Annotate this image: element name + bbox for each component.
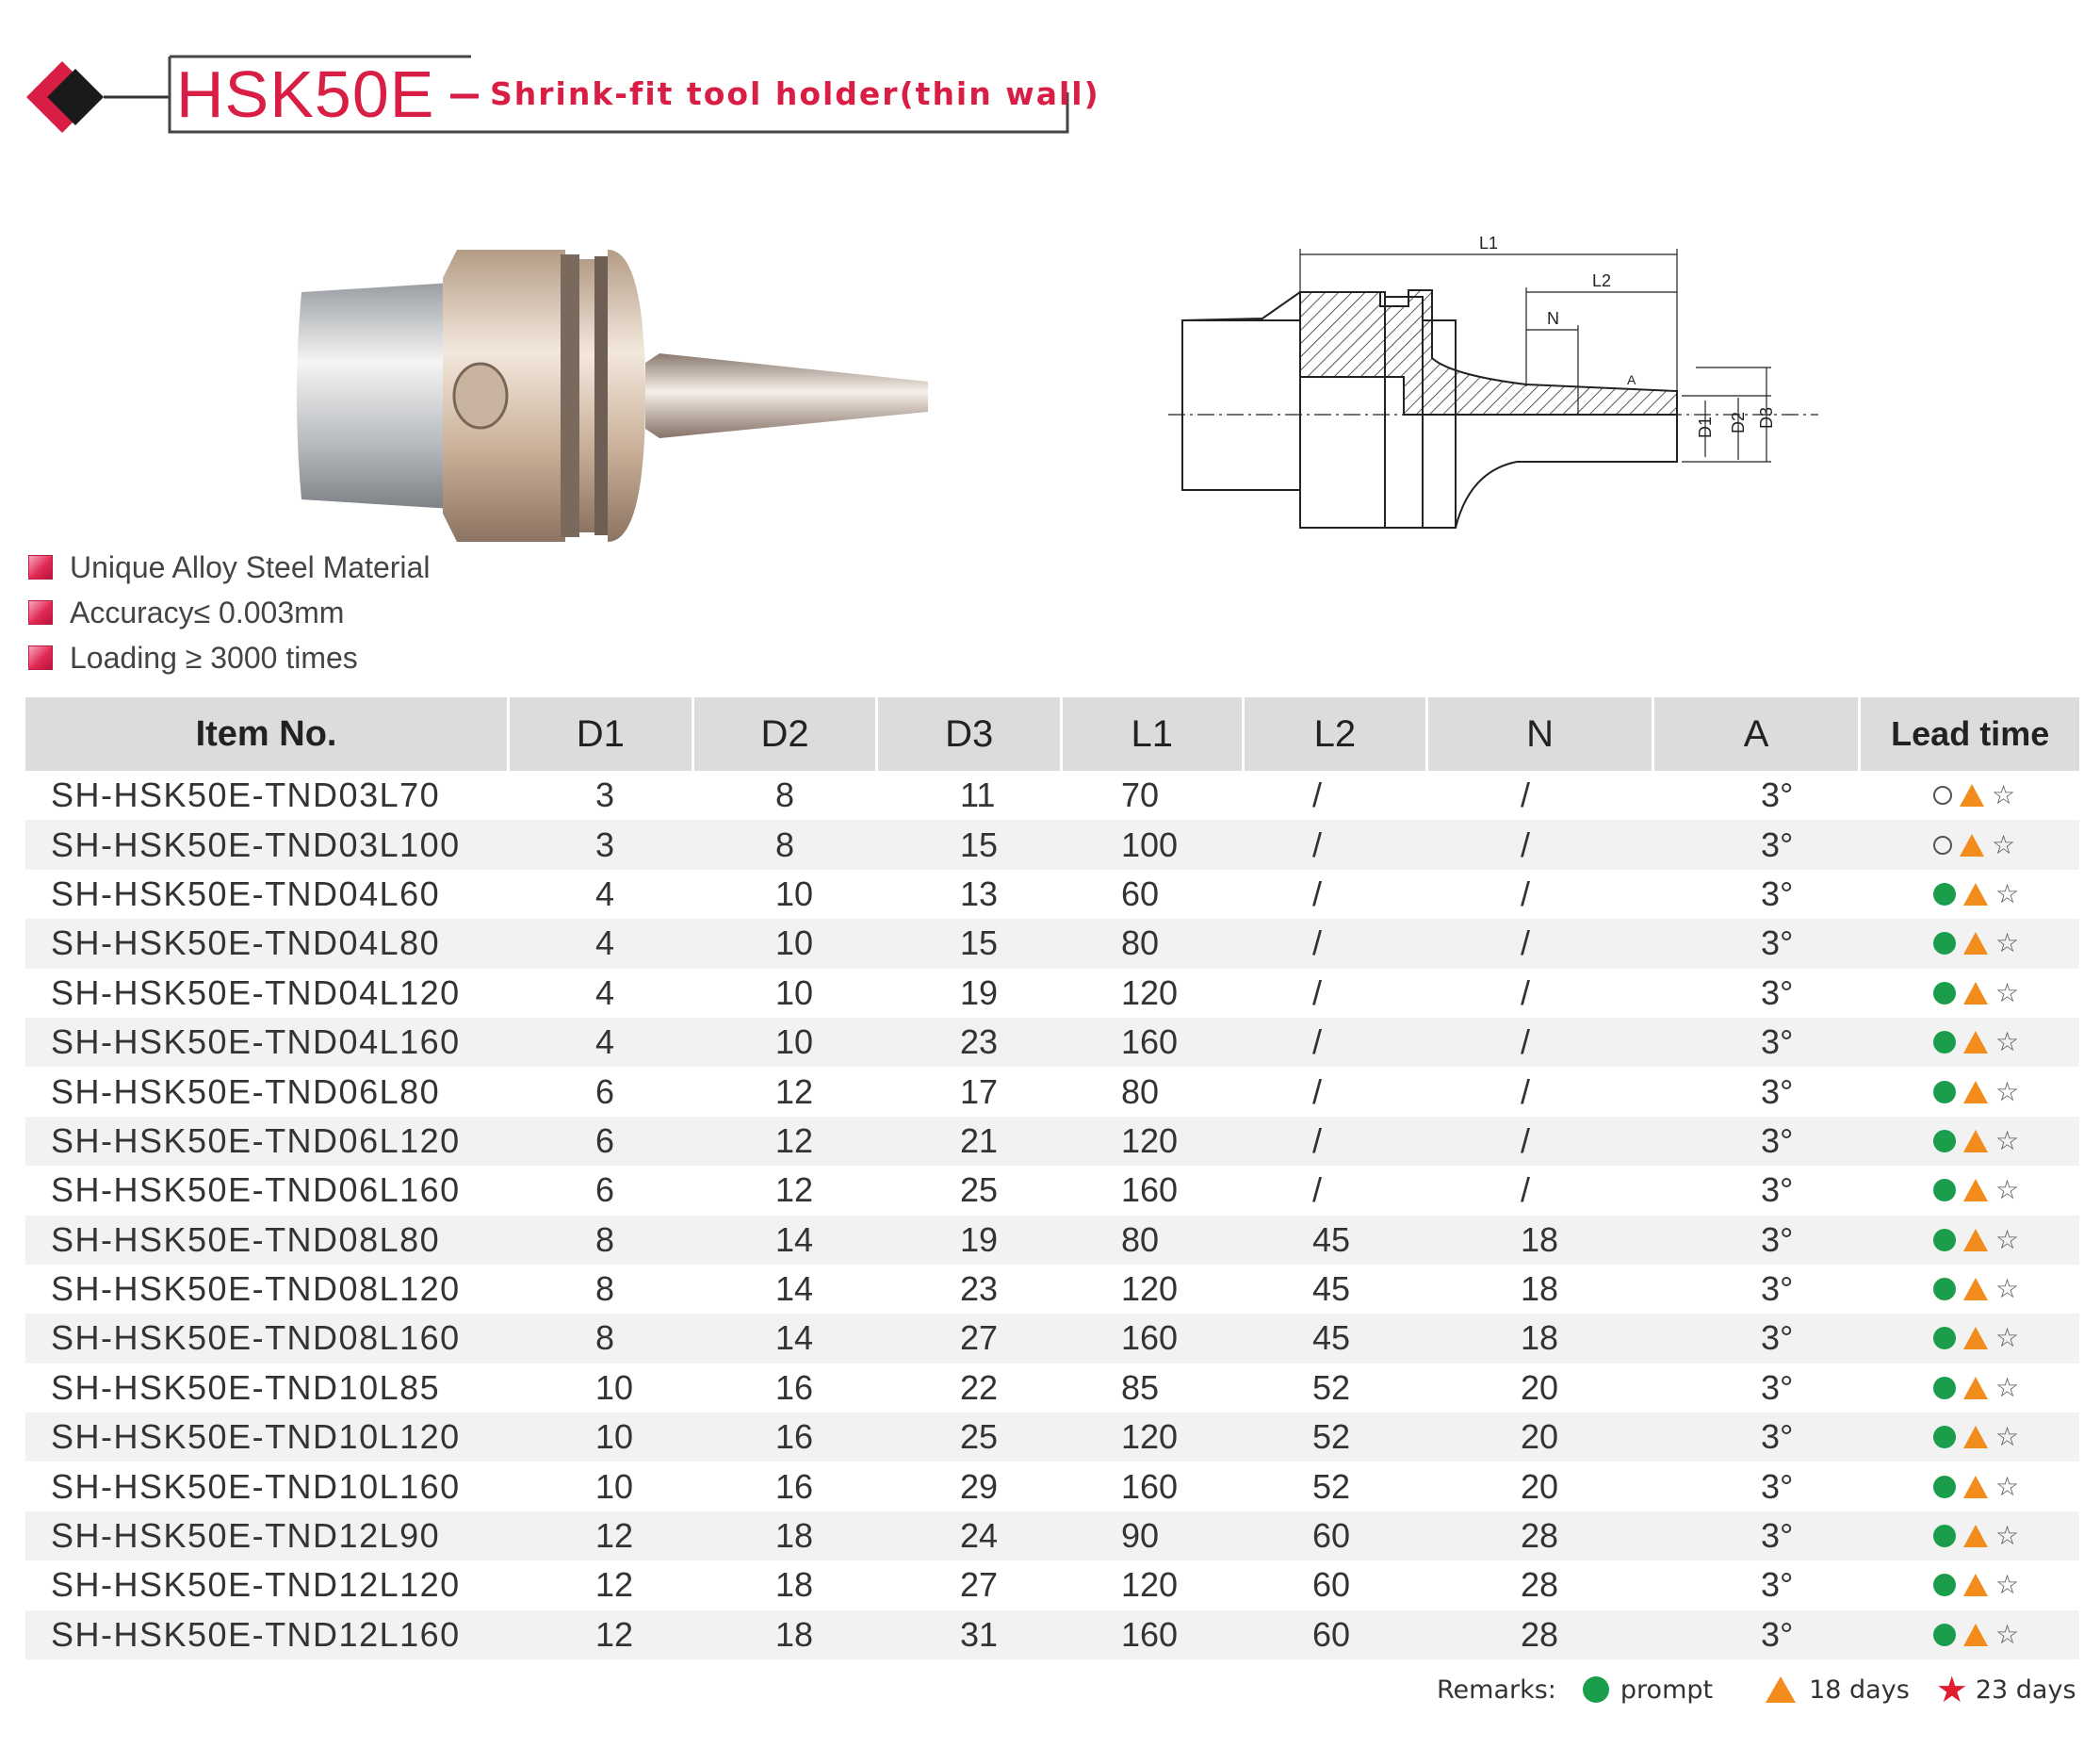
table-body — [25, 771, 2079, 1659]
cell-d1: 10 — [595, 1367, 634, 1407]
cell-l2: / — [1312, 923, 1323, 963]
orange-triangle-icon — [1963, 1624, 1988, 1646]
cell-d2: 14 — [775, 1219, 814, 1259]
orange-triangle-icon — [1963, 883, 1988, 906]
cell-item: SH-HSK50E-TND06L160 — [51, 1170, 461, 1210]
cell-a: 3° — [1761, 1071, 1794, 1111]
cell-l1: 120 — [1121, 1269, 1179, 1309]
cell-d1: 6 — [595, 1120, 615, 1160]
cell-item: SH-HSK50E-TND10L160 — [51, 1466, 461, 1506]
table-row — [25, 1216, 2079, 1265]
green-dot-icon — [1933, 932, 1956, 955]
cell-a: 3° — [1761, 1516, 1794, 1556]
cell-d2: 16 — [775, 1417, 814, 1457]
cell-d2: 10 — [775, 874, 814, 913]
star-outline-icon: ☆ — [1995, 1569, 2020, 1601]
table-row — [25, 1265, 2079, 1314]
table-header — [25, 697, 2079, 771]
cell-a: 3° — [1761, 825, 1794, 864]
feature-item — [28, 635, 430, 680]
cell-d1: 6 — [595, 1170, 615, 1210]
feature-list — [28, 545, 430, 680]
cell-n: / — [1521, 923, 1531, 963]
cell-a: 3° — [1761, 1466, 1794, 1506]
green-dot-icon — [1933, 883, 1956, 906]
star-outline-icon: ☆ — [1995, 1618, 2020, 1650]
cell-d1: 3 — [595, 825, 615, 864]
cell-l1: 80 — [1121, 923, 1160, 963]
cell-lead-time — [1864, 870, 2079, 919]
cell-item: SH-HSK50E-TND10L85 — [51, 1367, 441, 1407]
cell-d2: 18 — [775, 1614, 814, 1654]
cell-l2: / — [1312, 874, 1323, 913]
cell-d1: 12 — [595, 1516, 634, 1556]
cell-l2: 52 — [1312, 1417, 1351, 1457]
table-row — [25, 771, 2079, 820]
cell-d3: 19 — [960, 972, 999, 1012]
table-row — [25, 1117, 2079, 1166]
cell-d3: 23 — [960, 1269, 999, 1309]
table-row — [25, 1560, 2079, 1609]
feature-text: Loading ≥ 3000 times — [70, 640, 358, 675]
green-dot-icon — [1583, 1676, 1609, 1703]
bullet-square-icon — [28, 645, 53, 670]
cell-item: SH-HSK50E-TND06L120 — [51, 1120, 461, 1160]
green-dot-icon — [1933, 1426, 1956, 1448]
cell-l2: / — [1312, 1022, 1323, 1062]
dim-label-d3: D3 — [1757, 406, 1776, 429]
cell-n: / — [1521, 1120, 1531, 1160]
cell-n: / — [1521, 1022, 1531, 1062]
star-outline-icon: ☆ — [1995, 1075, 2020, 1107]
orange-triangle-icon — [1963, 1031, 1988, 1054]
dim-label-a: A — [1627, 372, 1636, 387]
cell-n: / — [1521, 1071, 1531, 1111]
cell-item: SH-HSK50E-TND04L160 — [51, 1022, 461, 1062]
cell-d3: 11 — [960, 776, 996, 815]
remarks-label: Remarks: — [1437, 1674, 1556, 1705]
cell-d1: 6 — [595, 1071, 615, 1111]
bullet-square-icon — [28, 555, 53, 580]
orange-triangle-icon — [1963, 1377, 1988, 1399]
cell-d2: 18 — [775, 1516, 814, 1556]
cell-item: SH-HSK50E-TND08L120 — [51, 1269, 461, 1309]
cell-d3: 27 — [960, 1318, 999, 1358]
table-row — [25, 1018, 2079, 1067]
table-row — [25, 1462, 2079, 1511]
feature-text: Accuracy≤ 0.003mm — [70, 595, 345, 629]
table-row — [25, 1166, 2079, 1215]
cell-n: 18 — [1521, 1219, 1559, 1259]
dim-label-l1: L1 — [1479, 236, 1499, 253]
cell-d3: 19 — [960, 1219, 999, 1259]
cell-n: / — [1521, 972, 1531, 1012]
green-dot-icon — [1933, 1031, 1956, 1054]
remarks-legend — [1437, 1669, 2076, 1710]
bullet-square-icon — [28, 600, 53, 625]
cell-item: SH-HSK50E-TND12L120 — [51, 1565, 461, 1605]
star-outline-icon: ☆ — [1995, 1470, 2020, 1502]
cell-lead-time — [1864, 1560, 2079, 1609]
cell-lead-time — [1864, 1462, 2079, 1511]
star-outline-icon: ☆ — [1995, 1520, 2020, 1552]
cell-l2: 60 — [1312, 1565, 1351, 1605]
cell-lead-time — [1864, 820, 2079, 869]
orange-triangle-icon — [1766, 1676, 1796, 1703]
cell-d1: 8 — [595, 1219, 615, 1259]
cell-d3: 21 — [960, 1120, 999, 1160]
star-outline-icon: ☆ — [1995, 1371, 2020, 1403]
cell-d1: 8 — [595, 1269, 615, 1309]
feature-item — [28, 590, 430, 635]
cell-item: SH-HSK50E-TND03L100 — [51, 825, 461, 864]
spec-table — [25, 697, 2079, 1659]
orange-triangle-icon — [1963, 982, 1988, 1005]
cell-l2: 52 — [1312, 1367, 1351, 1407]
green-dot-icon — [1933, 1081, 1956, 1103]
cell-lead-time — [1864, 1018, 2079, 1067]
cell-item: SH-HSK50E-TND12L160 — [51, 1614, 461, 1654]
table-row — [25, 870, 2079, 919]
table-row — [25, 969, 2079, 1018]
cell-item: SH-HSK50E-TND04L80 — [51, 923, 441, 963]
cell-n: 28 — [1521, 1614, 1559, 1654]
star-outline-icon: ☆ — [1995, 1273, 2020, 1305]
cell-n: / — [1521, 1170, 1531, 1210]
orange-triangle-icon — [1963, 1179, 1988, 1201]
col-header-lead-time: Lead time — [1861, 697, 2079, 771]
star-outline-icon: ☆ — [1995, 927, 2020, 959]
remark-23-days: 23 days — [1975, 1674, 2076, 1705]
cell-l1: 160 — [1121, 1466, 1179, 1506]
cell-d2: 12 — [775, 1120, 814, 1160]
cell-a: 3° — [1761, 1120, 1794, 1160]
cell-n: 18 — [1521, 1269, 1559, 1309]
col-header-d1: D1 — [510, 697, 692, 771]
cell-d2: 8 — [775, 825, 795, 864]
cell-item: SH-HSK50E-TND10L120 — [51, 1417, 461, 1457]
orange-triangle-icon — [1963, 932, 1988, 955]
cell-l2: / — [1312, 1120, 1323, 1160]
table-row — [25, 919, 2079, 968]
cell-d1: 3 — [595, 776, 615, 815]
cell-l1: 80 — [1121, 1219, 1160, 1259]
col-header-l2: L2 — [1245, 697, 1426, 771]
empty-circle-icon — [1933, 836, 1952, 855]
orange-triangle-icon — [1963, 1525, 1988, 1547]
cell-a: 3° — [1761, 1318, 1794, 1358]
cell-a: 3° — [1761, 972, 1794, 1012]
cell-l2: 45 — [1312, 1318, 1351, 1358]
cell-a: 3° — [1761, 1022, 1794, 1062]
col-header-item: Item No. — [25, 697, 507, 771]
cell-a: 3° — [1761, 1614, 1794, 1654]
star-outline-icon: ☆ — [1995, 1124, 2020, 1156]
cell-item: SH-HSK50E-TND12L90 — [51, 1516, 441, 1556]
cell-lead-time — [1864, 771, 2079, 820]
cell-l2: 45 — [1312, 1269, 1351, 1309]
green-dot-icon — [1933, 982, 1956, 1005]
cell-lead-time — [1864, 1166, 2079, 1215]
star-outline-icon: ☆ — [1995, 1026, 2020, 1058]
cell-l2: 60 — [1312, 1614, 1351, 1654]
table-row — [25, 1413, 2079, 1462]
cell-n: / — [1521, 776, 1531, 815]
star-outline-icon: ☆ — [1995, 1322, 2020, 1354]
star-outline-icon: ☆ — [1995, 976, 2020, 1008]
cell-d2: 14 — [775, 1269, 814, 1309]
remark-prompt: prompt — [1620, 1674, 1714, 1705]
orange-triangle-icon — [1963, 1426, 1988, 1448]
cell-d2: 8 — [775, 776, 795, 815]
cell-l2: 52 — [1312, 1466, 1351, 1506]
col-header-n: N — [1428, 697, 1652, 771]
remark-18-days: 18 days — [1809, 1674, 1910, 1705]
cell-n: / — [1521, 874, 1531, 913]
table-row — [25, 1314, 2079, 1363]
star-outline-icon: ☆ — [1995, 1421, 2020, 1453]
cell-a: 3° — [1761, 1219, 1794, 1259]
cell-l1: 120 — [1121, 1565, 1179, 1605]
cell-d2: 16 — [775, 1466, 814, 1506]
cell-lead-time — [1864, 969, 2079, 1018]
cell-l1: 160 — [1121, 1318, 1179, 1358]
orange-triangle-icon — [1960, 834, 1984, 857]
cell-a: 3° — [1761, 776, 1794, 815]
cell-d1: 4 — [595, 874, 615, 913]
cell-l2: / — [1312, 825, 1323, 864]
cell-l2: / — [1312, 776, 1323, 815]
table-row — [25, 1511, 2079, 1560]
cell-a: 3° — [1761, 1565, 1794, 1605]
cell-lead-time — [1864, 919, 2079, 968]
cell-n: 28 — [1521, 1565, 1559, 1605]
col-header-l1: L1 — [1063, 697, 1242, 771]
cell-d3: 31 — [960, 1614, 999, 1654]
cell-d2: 10 — [775, 972, 814, 1012]
green-dot-icon — [1933, 1179, 1956, 1201]
green-dot-icon — [1933, 1327, 1956, 1349]
cell-d3: 17 — [960, 1071, 999, 1111]
cell-a: 3° — [1761, 1417, 1794, 1457]
cell-item: SH-HSK50E-TND04L60 — [51, 874, 441, 913]
cell-a: 3° — [1761, 874, 1794, 913]
technical-drawing — [1168, 236, 1818, 537]
orange-triangle-icon — [1963, 1278, 1988, 1300]
dim-label-d2: D2 — [1729, 411, 1748, 433]
orange-triangle-icon — [1963, 1574, 1988, 1596]
cell-n: 20 — [1521, 1466, 1559, 1506]
cell-a: 3° — [1761, 1170, 1794, 1210]
feature-item — [28, 545, 430, 590]
cell-n: 20 — [1521, 1417, 1559, 1457]
col-header-d2: D2 — [694, 697, 876, 771]
cell-item: SH-HSK50E-TND06L80 — [51, 1071, 441, 1111]
cell-item: SH-HSK50E-TND04L120 — [51, 972, 461, 1012]
green-dot-icon — [1933, 1525, 1956, 1547]
cell-l1: 100 — [1121, 825, 1179, 864]
cell-d1: 12 — [595, 1614, 634, 1654]
cell-d1: 4 — [595, 1022, 615, 1062]
cell-l1: 120 — [1121, 972, 1179, 1012]
orange-triangle-icon — [1963, 1229, 1988, 1251]
dim-label-n: N — [1547, 309, 1559, 328]
cell-d3: 29 — [960, 1466, 999, 1506]
cell-d2: 16 — [775, 1367, 814, 1407]
cell-l1: 120 — [1121, 1120, 1179, 1160]
cell-n: 20 — [1521, 1367, 1559, 1407]
cell-d2: 18 — [775, 1565, 814, 1605]
cell-n: / — [1521, 825, 1531, 864]
cell-d1: 12 — [595, 1565, 634, 1605]
orange-triangle-icon — [1963, 1327, 1988, 1349]
star-outline-icon: ☆ — [1995, 1174, 2020, 1206]
cell-d3: 24 — [960, 1516, 999, 1556]
dim-label-d1: D1 — [1696, 416, 1715, 438]
cell-d1: 4 — [595, 923, 615, 963]
cell-n: 28 — [1521, 1516, 1559, 1556]
cell-l1: 90 — [1121, 1516, 1160, 1556]
star-outline-icon: ☆ — [1992, 779, 2016, 811]
dim-label-l2: L2 — [1592, 271, 1612, 290]
star-outline-icon: ☆ — [1992, 828, 2016, 860]
cell-lead-time — [1864, 1314, 2079, 1363]
red-star-icon: ★ — [1935, 1669, 1968, 1710]
cell-lead-time — [1864, 1364, 2079, 1413]
green-dot-icon — [1933, 1229, 1956, 1251]
cell-lead-time — [1864, 1511, 2079, 1560]
green-dot-icon — [1933, 1130, 1956, 1152]
star-outline-icon: ☆ — [1995, 877, 2020, 909]
cell-l1: 70 — [1121, 776, 1160, 815]
page-header — [0, 0, 1131, 160]
cell-n: 18 — [1521, 1318, 1559, 1358]
orange-triangle-icon — [1963, 1130, 1988, 1152]
cell-l2: / — [1312, 972, 1323, 1012]
cell-l2: 60 — [1312, 1516, 1351, 1556]
cell-d2: 14 — [775, 1318, 814, 1358]
product-photo — [283, 236, 942, 556]
star-outline-icon: ☆ — [1995, 1223, 2020, 1255]
cell-d1: 10 — [595, 1417, 634, 1457]
feature-text: Unique Alloy Steel Material — [70, 549, 431, 584]
cell-d3: 15 — [960, 923, 999, 963]
table-row — [25, 1067, 2079, 1116]
cell-d1: 4 — [595, 972, 615, 1012]
green-dot-icon — [1933, 1278, 1956, 1300]
green-dot-icon — [1933, 1476, 1956, 1498]
cell-lead-time — [1864, 1067, 2079, 1116]
page-subtitle: Shrink-fit tool holder(thin wall) — [490, 75, 1100, 112]
cell-a: 3° — [1761, 1367, 1794, 1407]
cell-l1: 160 — [1121, 1170, 1179, 1210]
cell-l1: 160 — [1121, 1614, 1179, 1654]
cell-lead-time — [1864, 1610, 2079, 1659]
cell-lead-time — [1864, 1117, 2079, 1166]
cell-l1: 80 — [1121, 1071, 1160, 1111]
table-row — [25, 1364, 2079, 1413]
cell-a: 3° — [1761, 1269, 1794, 1309]
cell-d3: 13 — [960, 874, 999, 913]
green-dot-icon — [1933, 1624, 1956, 1646]
table-row — [25, 820, 2079, 869]
col-header-a: A — [1654, 697, 1859, 771]
cell-item: SH-HSK50E-TND08L160 — [51, 1318, 461, 1358]
green-dot-icon — [1933, 1377, 1956, 1399]
cell-d1: 10 — [595, 1466, 634, 1506]
cell-lead-time — [1864, 1265, 2079, 1314]
cell-l1: 60 — [1121, 874, 1160, 913]
cell-a: 3° — [1761, 923, 1794, 963]
cell-d3: 25 — [960, 1170, 999, 1210]
cell-d3: 15 — [960, 825, 999, 864]
cell-l2: 45 — [1312, 1219, 1351, 1259]
cell-l1: 160 — [1121, 1022, 1179, 1062]
cell-item: SH-HSK50E-TND03L70 — [51, 776, 441, 815]
cell-item: SH-HSK50E-TND08L80 — [51, 1219, 441, 1259]
cell-d2: 10 — [775, 923, 814, 963]
cell-d2: 12 — [775, 1170, 814, 1210]
cell-l2: / — [1312, 1170, 1323, 1210]
empty-circle-icon — [1933, 786, 1952, 805]
cell-d3: 25 — [960, 1417, 999, 1457]
cell-d2: 12 — [775, 1071, 814, 1111]
col-header-d3: D3 — [878, 697, 1060, 771]
cell-l1: 85 — [1121, 1367, 1160, 1407]
cell-d3: 22 — [960, 1367, 999, 1407]
orange-triangle-icon — [1963, 1476, 1988, 1498]
green-dot-icon — [1933, 1574, 1956, 1596]
page-title: HSK50E — [176, 57, 435, 131]
cell-d1: 8 — [595, 1318, 615, 1358]
table-row — [25, 1610, 2079, 1659]
cell-d3: 27 — [960, 1565, 999, 1605]
orange-triangle-icon — [1960, 784, 1984, 807]
cell-l1: 120 — [1121, 1417, 1179, 1457]
orange-triangle-icon — [1963, 1081, 1988, 1103]
cell-lead-time — [1864, 1413, 2079, 1462]
cell-d2: 10 — [775, 1022, 814, 1062]
cell-l2: / — [1312, 1071, 1323, 1111]
cell-lead-time — [1864, 1216, 2079, 1265]
cell-d3: 23 — [960, 1022, 999, 1062]
